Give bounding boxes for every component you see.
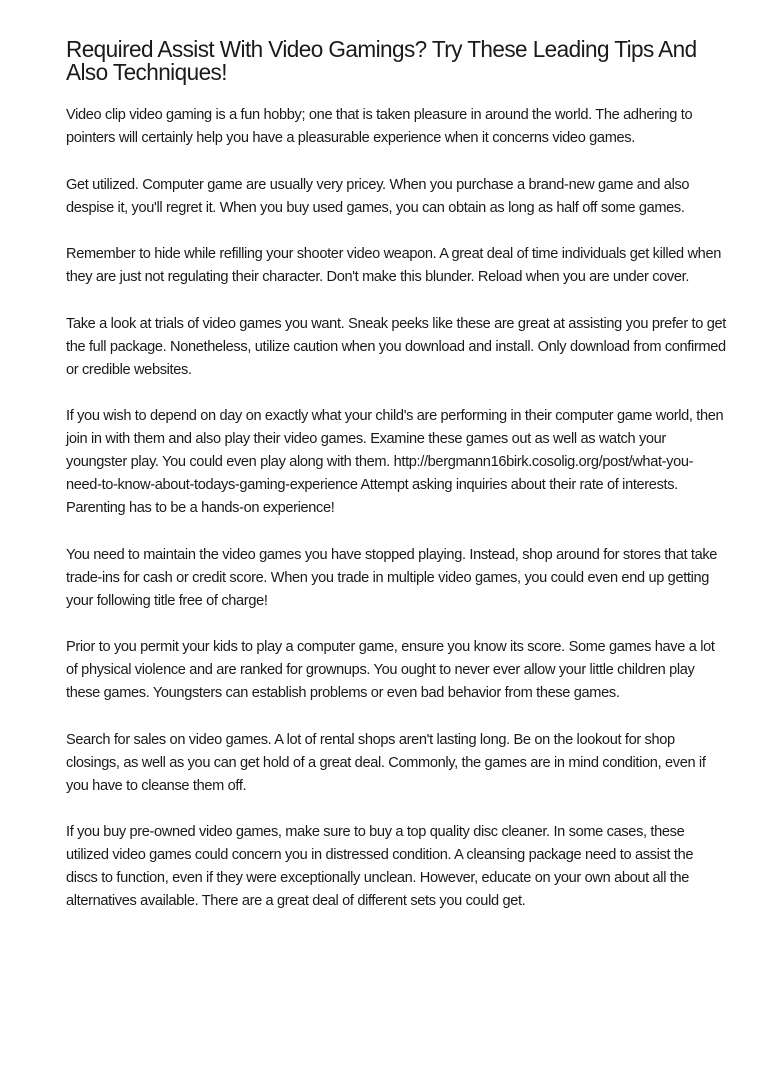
paragraph-4: Take a look at trials of video games you want. Sneak peeks like these are great at assisting you prefer to get the full package. Nonetheless, utilize caution when you download and install. Only download from confirmed or credible websites. bbox=[66, 315, 726, 378]
paragraph-8: Search for sales on video games. A lot of rental shops aren't lasting long. Be on the lookout for shop closings, as well as you can get hold of a great deal. Commonly, the games are in mind condition, even if you have to cleanse them off. bbox=[66, 731, 706, 794]
paragraph-5: If you wish to depend on day on exactly what your child's are performing in their computer game world, then join in with them and also play their video games. Examine these games out as well as watch your youngster play. You could even play along with them. http://bergmann16birk.cosolig.org/post/what-you-need-to-know-about-todays-gaming-experience Attempt asking inquiries about their rate of interests. Parenting has to be a hands-on experience! bbox=[66, 408, 724, 516]
paragraph-9: If you buy pre-owned video games, make sure to buy a top quality disc cleaner. In some cases, these utilized video games could concern you in distressed condition. A cleansing package need to assist the discs to function, even if they were exceptionally unclean. However, educate on your own about all the alternatives available. There are a great deal of different sets you could get. bbox=[66, 824, 694, 909]
document-page bbox=[66, 38, 726, 937]
document-title: Required Assist With Video Gamings? Try These Leading Tips And Also Techniques! bbox=[66, 36, 697, 85]
paragraph-3: Remember to hide while refilling your shooter video weapon. A great deal of time individuals get killed when they are just not regulating their character. Don't make this blunder. Reload when you are under cover. bbox=[66, 246, 721, 285]
paragraph-2: Get utilized. Computer game are usually very pricey. When you purchase a brand-new game and also despise it, you'll regret it. When you buy used games, you can obtain as long as half off some games. bbox=[66, 176, 690, 216]
paragraph-7: Prior to you permit your kids to play a computer game, ensure you know its score. Some games have a lot of physical violence and are ranked for grownups. You ought to never ever allow your little children play these games. Youngsters can establish problems or even bad behavior from these games. bbox=[66, 639, 715, 701]
paragraph-6: You need to maintain the video games you have stopped playing. Instead, shop around for stores that take trade-ins for cash or credit score. When you trade in multiple video games, you could even end up getting your following title free of charge! bbox=[66, 546, 718, 609]
paragraph-1: Video clip video gaming is a fun hobby; one that is taken pleasure in around the world. The adhering to pointers will certainly help you have a pleasurable experience when it concerns video games. bbox=[66, 107, 693, 146]
